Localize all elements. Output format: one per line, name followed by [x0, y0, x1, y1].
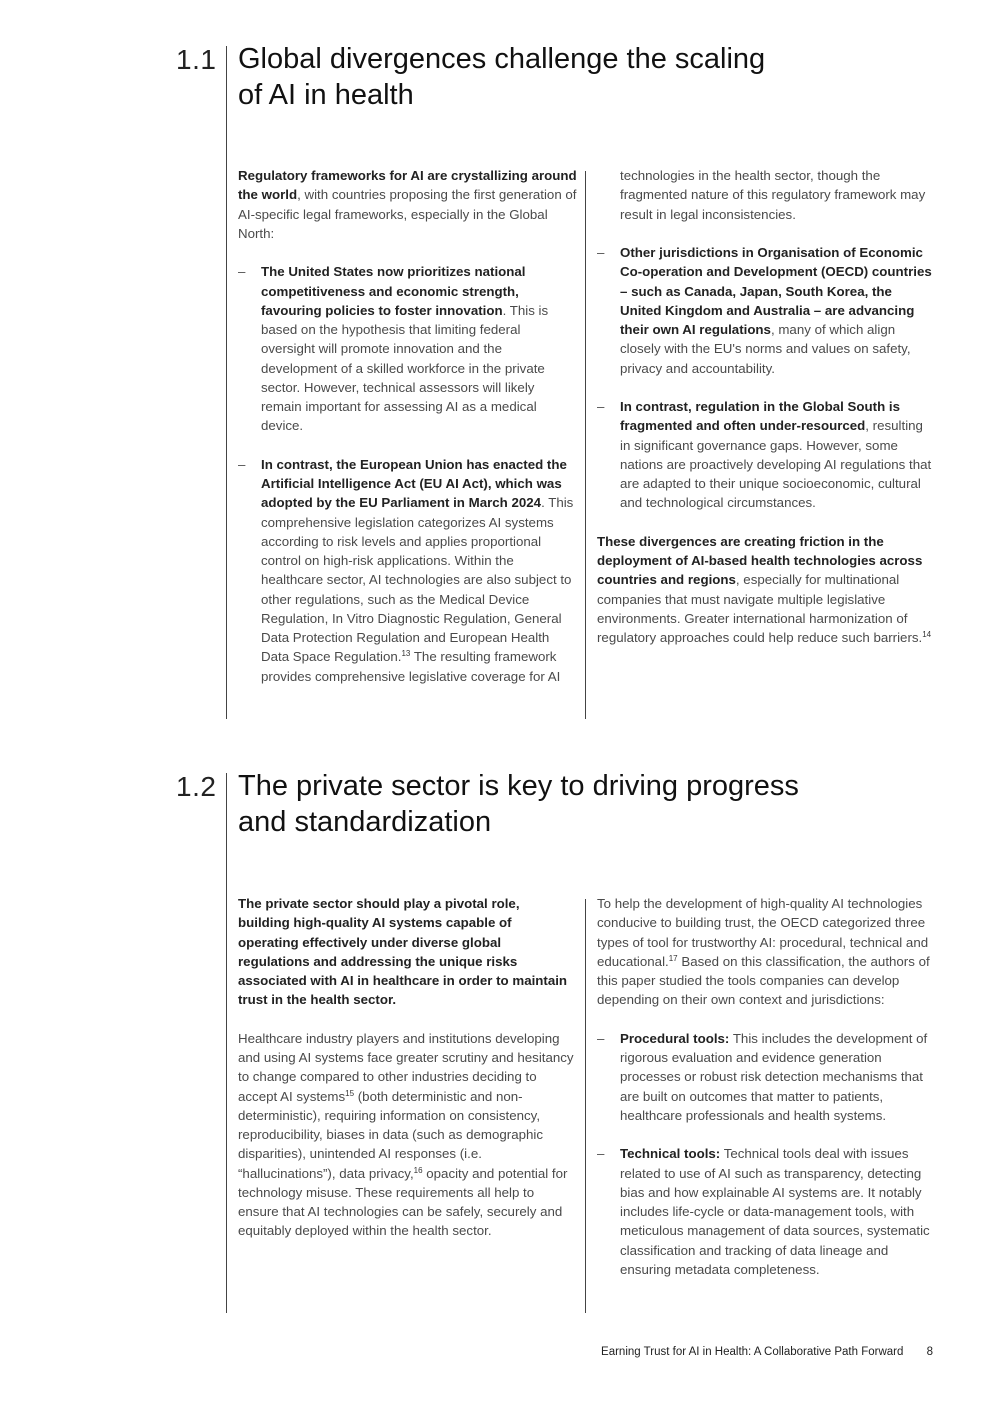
- list-item: – Other jurisdictions in Organisation of Economic Co-operation and Development (OECD) countries – such as Canada, Japan, South Korea, the United Kingdom and Australia – are advancing their own AI regulations, many of which align closely with the EU's norms and values on safety, privacy and accountability.: [597, 245, 932, 376]
- left-column: [238, 894, 574, 1241]
- closing-paragraph: These divergences are creating friction in the deployment of AI-based health technologies across countries and regions, especially for multinational companies that must navigate multiple legislative environments. Greater international harmonization of regulatory approaches could help reduce such barriers.$^{14}$: [597, 533, 932, 645]
- list-item: – Technical tools: Technical tools deal with issues related to use of AI such as transparency, detecting bias and how explainable AI systems are. It notably includes life-cycle or data-management tools, with meticulous management of data sources, systematic classification and tracking of data lineage and ensuring metadata completeness.: [597, 1146, 930, 1277]
- title-line: of AI in health: [238, 79, 414, 111]
- title-line: Global divergences challenge the scaling: [238, 43, 766, 75]
- list-item: – The United States now prioritizes national competitiveness and economic strength, favouring policies to foster innovation. This is based on the hypothesis that limiting federal oversight will promote innovation and the development of a skilled workforce in the private sector. However, technical assessors will likely remain important for assessing AI as a medical device.: [238, 264, 549, 434]
- footnote-ref[interactable]: 14: [922, 630, 932, 639]
- column-divider: [585, 171, 586, 719]
- body-paragraph: Healthcare industry players and institutions developing and using AI systems face greater scrutiny and hesitancy to change compared to other industries deciding to accept AI systems$^{15}$ (both deterministic and non-deterministic), requiring information on consistency, reproducibility, biases in data (such as demographic disparities), unintended AI responses (i.e. “hallucinations”), data privacy,$^{16}$ opacity and potential for technology misuse. These requirements all help to ensure that AI technologies can be safely, securely and equitably deployed within the health sector.: [238, 1030, 574, 1239]
- page-footer: [601, 1346, 933, 1358]
- list-item: – Procedural tools: This includes the development of rigorous evaluation and evidence generation processes or robust risk detection mechanisms that are built on outcomes that matter to patients, healthcare professionals and health systems.: [597, 1030, 928, 1123]
- section-number: 1.2: [176, 771, 217, 802]
- list-item: – In contrast, the European Union has enacted the Artificial Intelligence Act (EU AI Act), which was adopted by the EU Parliament in March 2024. This comprehensive legislation categorizes AI systems according to risk levels and applies proportional control on high-risk applications. Within the healthcare sector, AI technologies are also subject to other regulations, such as the Medical Device Regulation, In Vitro Diagnostic Regulation, General Data Protection Regulation and European Health Data Space Regulation.$^{13}$ The resulting framework provides comprehensive legislative coverage for AI: [238, 456, 574, 684]
- right-column: [597, 894, 935, 1279]
- section-title: [238, 41, 878, 113]
- intro-paragraph: Regulatory frameworks for AI are crystallizing around the world, with countries proposing the first generation of AI-specific legal frameworks, especially in the Global North:: [238, 168, 577, 241]
- section-divider: [226, 46, 227, 719]
- section-title: [238, 768, 878, 840]
- lead-paragraph: The private sector should play a pivotal role, building high-quality AI systems capable of operating effectively under diverse global regulations and addressing the unique risks associated with AI in healthcare in order to maintain trust in the health sector.: [238, 896, 568, 1008]
- right-column: [597, 166, 935, 647]
- title-line: and standardization: [238, 806, 492, 838]
- footer-title: Earning Trust for AI in Health: A Collaborative Path Forward: [601, 1346, 904, 1358]
- footnote-ref[interactable]: 15: [345, 1088, 355, 1098]
- list-item: – In contrast, regulation in the Global South is fragmented and often under-resourced, resulting in significant governance gaps. However, some nations are proactively developing AI regulations that are adapted to their unique socioeconomic, cultural and technological circumstances.: [597, 399, 932, 511]
- left-column: [238, 166, 578, 686]
- section-number: 1.1: [176, 44, 217, 75]
- intro-paragraph: To help the development of high-quality AI technologies conducive to building trust, the OECD categorized three types of tool for trustworthy AI: procedural, technical and educational.$^{17}$ Based on this classification, the authors of this paper studied the tools companies can develop depending on their own context and jurisdictions:: [597, 896, 930, 1008]
- column-divider: [585, 899, 586, 1313]
- page-number: 8: [926, 1346, 933, 1358]
- footnote-ref[interactable]: 13: [401, 649, 411, 659]
- section-divider: [226, 773, 227, 1313]
- continued-text: technologies in the health sector, though the fragmented nature of this regulatory framework may result in legal inconsistencies.: [620, 168, 926, 222]
- title-line: The private sector is key to driving progress: [238, 770, 799, 802]
- footnote-ref[interactable]: 16: [413, 1165, 423, 1175]
- footnote-ref[interactable]: 17: [668, 953, 678, 963]
